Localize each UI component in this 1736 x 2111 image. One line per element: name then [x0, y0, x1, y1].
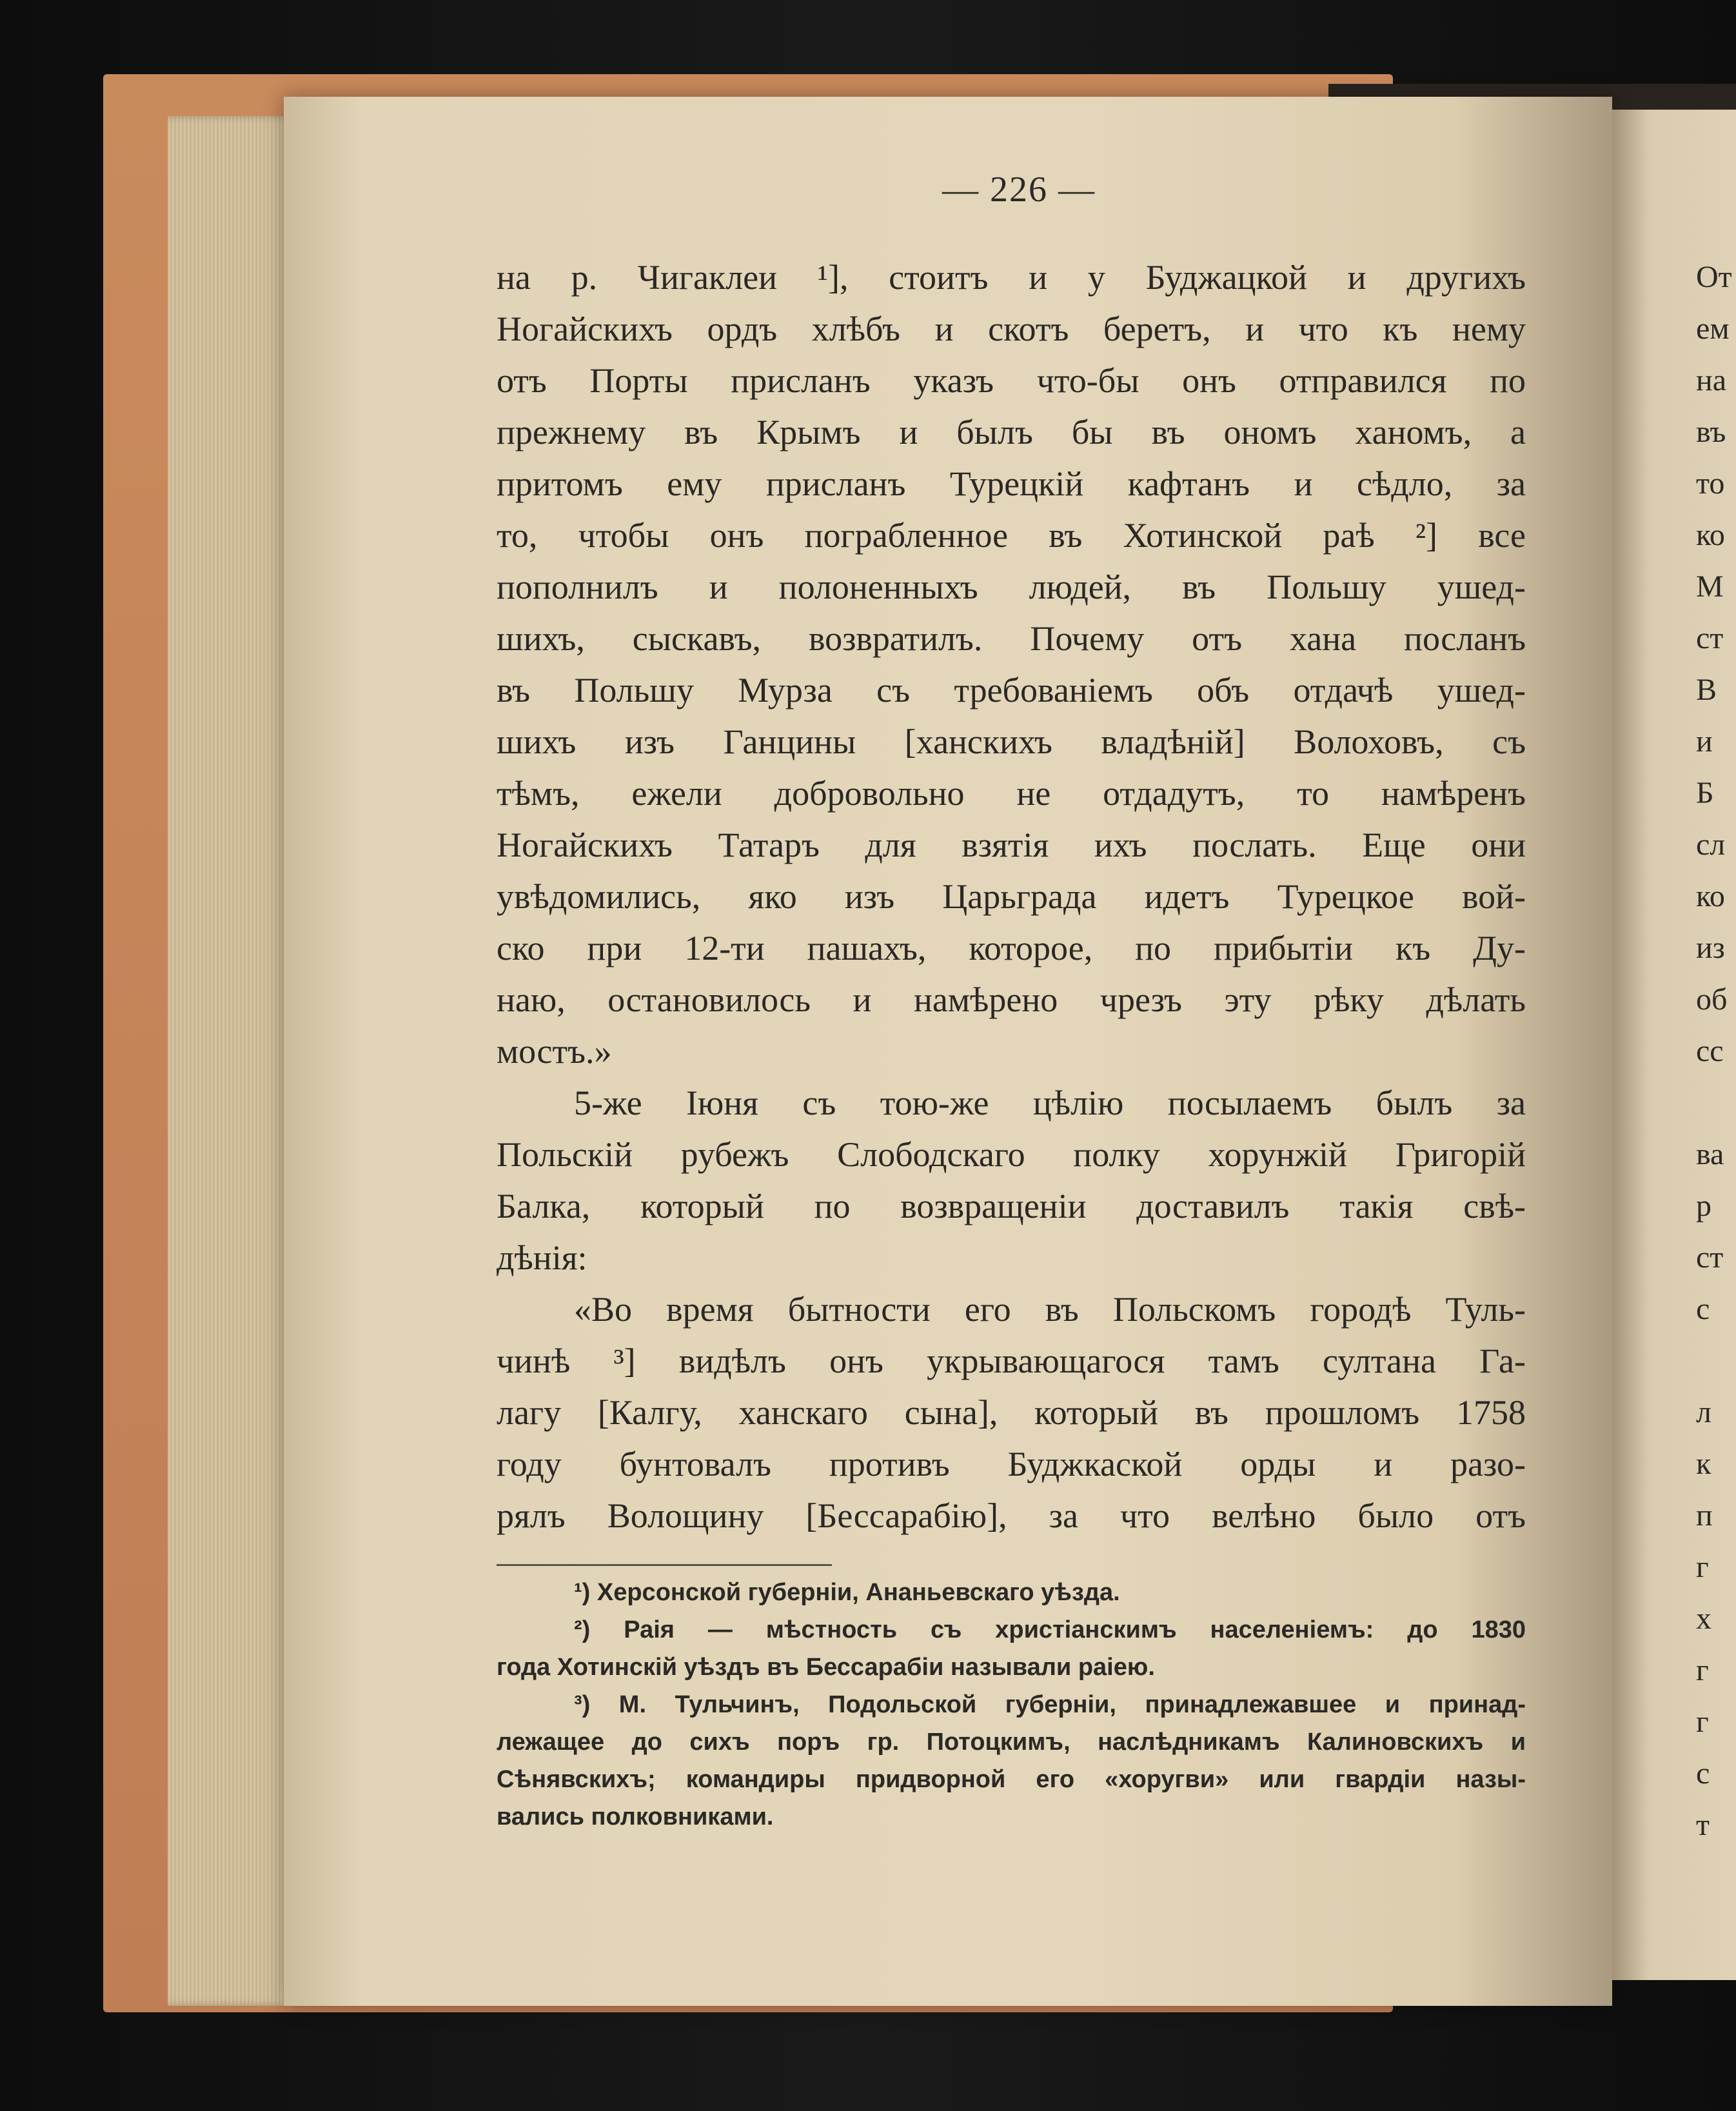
text-line: дѣнія: [497, 1238, 587, 1277]
facing-page-line: п [1696, 1498, 1713, 1532]
facing-page-line: г [1696, 1653, 1709, 1687]
text-line: шихъ изъ Ганцины [ханскихъ владѣній] Волоховъ, съ [497, 722, 1526, 761]
text-line: Польскій рубежъ Слободскаго полку хорунжій Григорій [497, 1135, 1526, 1174]
facing-page-line [1696, 1077, 1736, 1129]
facing-page-line: с [1696, 1756, 1710, 1790]
footnote-line: лежащее до сихъ поръ гр. Потоцкимъ, наслѣдникамъ Калиновскихъ и [497, 1729, 1526, 1756]
footnote-divider [497, 1564, 832, 1566]
text-line: 5-же Іюня съ тою-же цѣлію посылаемъ былъ за [574, 1084, 1526, 1122]
text-line: отъ Порты присланъ указъ что-бы онъ отправился по [497, 361, 1526, 400]
facing-page-line: ст [1696, 621, 1724, 655]
text-line: шихъ, сыскавъ, возвратилъ. Почему отъ хана посланъ [497, 619, 1526, 658]
footnote-line: ³) М. Тульчинъ, Подольской губерніи, принадлежавшее и принад- [574, 1691, 1526, 1718]
text-line: притомъ ему присланъ Турецкій кафтанъ и сѣдло, за [497, 464, 1526, 503]
text-line: рялъ Волощину [Бессарабію], за что велѣно было отъ [497, 1496, 1526, 1535]
facing-page-line: т [1696, 1808, 1710, 1842]
text-line: на р. Чигаклеи ¹], стоитъ и у Буджацкой и другихъ [497, 258, 1526, 297]
facing-page-line: ст [1696, 1240, 1724, 1274]
facing-page-line: то [1696, 466, 1725, 500]
facing-page-line: ко [1696, 879, 1725, 913]
footnotes [497, 1574, 1526, 1836]
page-edges [168, 116, 297, 2006]
text-line: мостъ.» [497, 1032, 612, 1071]
facing-page-text [1696, 252, 1736, 1851]
facing-page-line: и [1696, 724, 1713, 758]
facing-page-line: г [1696, 1550, 1709, 1584]
facing-page-line: об [1696, 982, 1728, 1016]
body-text [497, 252, 1526, 1541]
facing-page-line: из [1696, 931, 1725, 965]
facing-page-line: л [1696, 1395, 1711, 1429]
footnote-line: года Хотинскій уѣздъ въ Бессарабіи называли раіею. [497, 1654, 1155, 1681]
text-line: то, чтобы онъ пограбленное въ Хотинской раѣ ²] все [497, 516, 1526, 555]
text-line: чинѣ ³] видѣлъ онъ укрывающагося тамъ султана Га- [497, 1342, 1526, 1380]
facing-page-line [1696, 1335, 1736, 1387]
facing-page-line: х [1696, 1601, 1711, 1636]
text-line: прежнему въ Крымъ и былъ бы въ ономъ ханомъ, а [497, 413, 1526, 451]
facing-page-line: ва [1696, 1137, 1724, 1171]
footnote-line: ¹) Херсонской губерніи, Ананьевскаго уѣзда. [574, 1579, 1120, 1606]
text-line: Балка, который по возвращеніи доставилъ такія свѣ- [497, 1187, 1526, 1225]
facing-page-line: ко [1696, 518, 1725, 552]
facing-page-line: сс [1696, 1034, 1724, 1068]
text-line: лагу [Калгу, ханскаго сына], который въ прошломъ 1758 [497, 1393, 1526, 1432]
text-line: увѣдомились, яко изъ Царьграда идетъ Турецкое вой- [497, 877, 1526, 916]
text-line: «Во время бытности его въ Польскомъ городѣ Туль- [574, 1290, 1526, 1329]
footnote-line: вались полковниками. [497, 1803, 774, 1830]
facing-page-line: От [1696, 260, 1732, 294]
text-line: пополнилъ и полоненныхъ людей, въ Польшу ушед- [497, 568, 1526, 606]
text-line: году бунтовалъ противъ Буджкаской орды и разо- [497, 1445, 1526, 1483]
text-line: Ногайскихъ ордъ хлѣбъ и скотъ беретъ, и что къ нему [497, 310, 1526, 348]
page-number: — 226 — [942, 170, 1096, 210]
facing-page-line: с [1696, 1292, 1710, 1326]
footnote-line: ²) Раія — мѣстность съ христіанскимъ населеніемъ: до 1830 [574, 1616, 1526, 1643]
facing-page-line: въ [1696, 415, 1726, 449]
facing-page-line: к [1696, 1447, 1711, 1481]
text-line: Ногайскихъ Татаръ для взятія ихъ послать. Еще они [497, 826, 1526, 864]
text-line: въ Польшу Мурза съ требованіемъ объ отдачѣ ушед- [497, 671, 1526, 709]
facing-page-line: Б [1696, 776, 1714, 810]
footnote-line: Сѣнявскихъ; командиры придворной его «хоругви» или гвардіи назы- [497, 1766, 1526, 1793]
facing-page-line: сл [1696, 828, 1726, 862]
facing-page-line: ем [1696, 312, 1730, 346]
text-line: тѣмъ, ежели добровольно не отдадутъ, то намѣренъ [497, 774, 1526, 813]
text-line: наю, остановилось и намѣрено чрезъ эту рѣку дѣлать [497, 980, 1526, 1019]
text-line: ско при 12-ти пашахъ, которое, по прибытіи къ Ду- [497, 929, 1526, 967]
facing-page-line: В [1696, 673, 1717, 707]
facing-page-line: на [1696, 363, 1726, 397]
facing-page-line: М [1696, 570, 1724, 604]
facing-page-line: р [1696, 1189, 1711, 1223]
facing-page-line: г [1696, 1705, 1709, 1739]
